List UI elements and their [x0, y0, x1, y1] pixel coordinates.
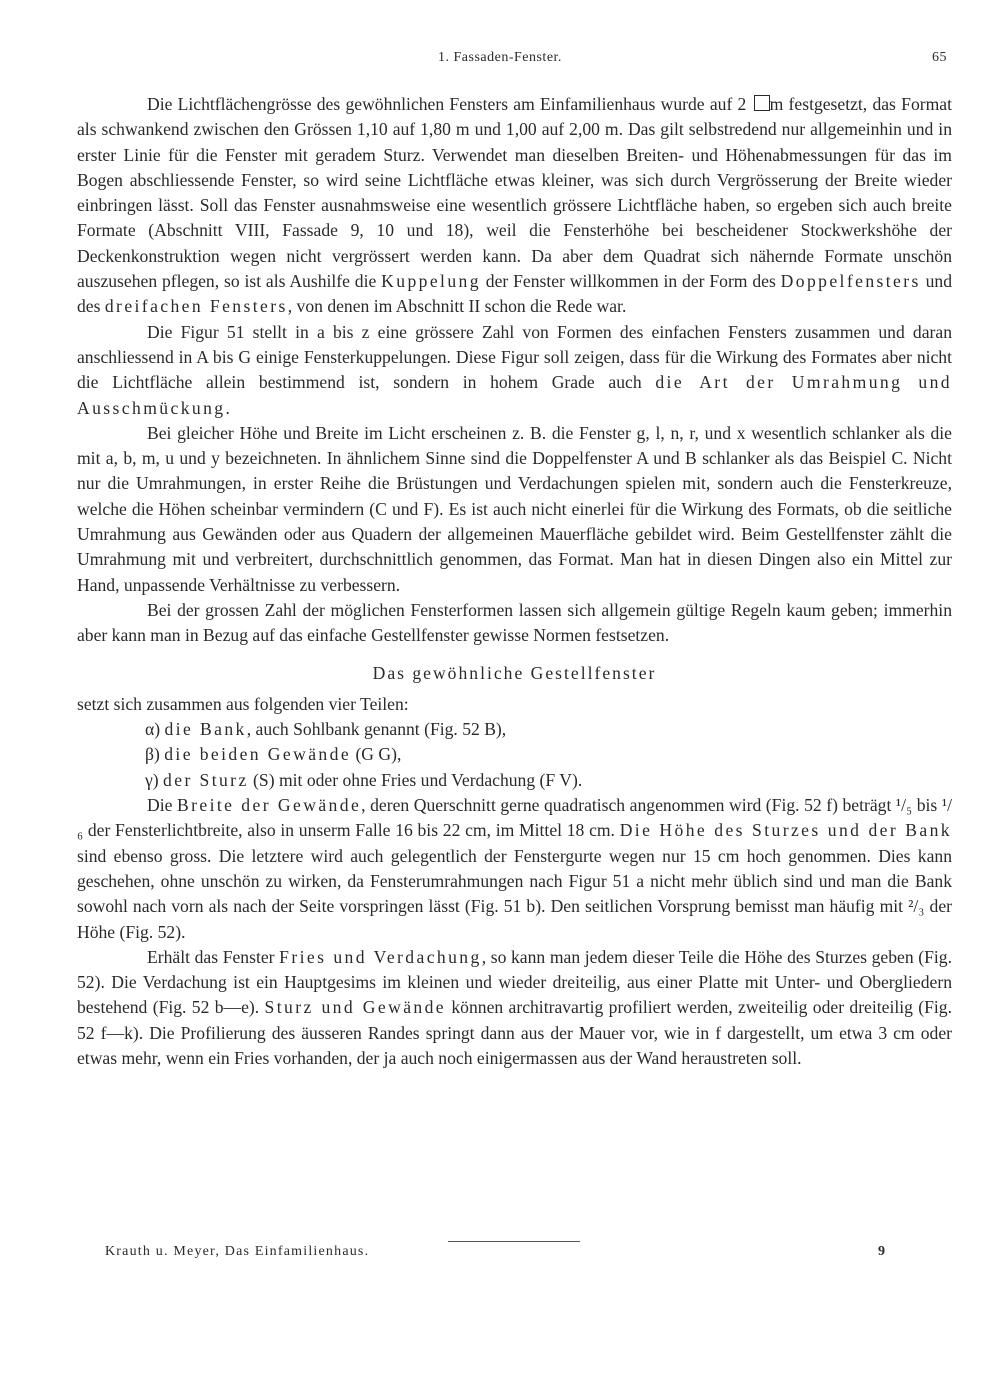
p6-part-b: , deren Querschnitt gerne quadratisch angenommen wird (Fig. 52 f) beträgt ¹/₅ bis ¹/₆ der Fensterlichtbreite, also in unserm Falle 16 bis 22 cm, im Mittel 18 cm.: [77, 795, 952, 841]
page-number: 65: [932, 50, 947, 65]
p1-kuppelung: Kuppelung: [381, 271, 481, 292]
p1-part-d: und des: [77, 271, 953, 317]
p6-hoehe: Die Höhe des Sturzes und der Bank: [619, 820, 952, 841]
p7-part-a: Erhält das Fenster: [147, 946, 280, 967]
p1-part-b: m festgesetzt, das Format als schwankend zwischen den Grössen 1,10 auf 1,80 m und 1,00 auf 2,00 m. Das gilt selbstredend nur allgemeinhin und in erster Linie für die Fenster mit geradem Sturz. Verwendet man dieselben Breiten- und Höhenabmessungen für das im Bogen abschliessende Fenster, so wird seine Lichtfläche etwas kleiner, was sich durch Vergrösserung der Breite wieder einbringen lässt. Soll das Fenster ausnahmsweise eine wesentlich grössere Lichtfläche haben, so ergeben sich auch breite Formate (Abschnitt VIII, Fassade 9, 10 und 18), weil die Fensterhöhe bei bescheidener Stockwerkshöhe der Deckenkonstruktion wegen nicht vergrössert werden kann. Da aber dem Quadrat sich nähernde Formate unschön auszusehen pflegen, so ist als Aushilfe die: [77, 94, 952, 292]
p6-part-a: Die: [147, 795, 177, 816]
p1-part-a: Die Lichtflächengrösse des gewöhnlichen Fensters am Einfamilienhaus wurde auf 2: [147, 94, 752, 114]
running-title: 1. Fassaden-Fenster.: [438, 50, 562, 65]
p1-part-c: der Fenster willkommen in der Form des: [480, 271, 781, 292]
p7-part-b: , so kann man jedem dieser Teile die Höhe des Sturzes geben (Fig. 52). Die Verdachung ist ein Hauptgesims im kleinen und wieder dreiteilig, aus einer Platte mit Unter- und Obergliedern bestehend (Fig. 52 b—e).: [77, 946, 952, 1018]
list-term: der Sturz: [163, 769, 249, 790]
section-heading: Das gewöhnliche Gestellfenster: [372, 662, 657, 683]
list-item: [77, 768, 952, 793]
list-rest: (G G),: [351, 744, 402, 765]
p2-part-b: .: [225, 397, 230, 418]
list-marker: α): [145, 719, 161, 740]
list-rest: , auch Sohlbank genannt (Fig. 52 B),: [246, 719, 507, 740]
body-text: [77, 92, 952, 1071]
p2-art: die Art der Umrahmung und Ausschmückung: [77, 372, 952, 418]
square-meter-icon: [754, 95, 770, 111]
p7-sturz: Sturz und Gewände: [264, 997, 447, 1018]
p7-fries: Fries und Verdachung: [279, 946, 482, 967]
list-term: die beiden Gewände: [164, 744, 352, 765]
list-item: [77, 717, 952, 742]
list-rest: (S) mit oder ohne Fries und Verdachung (F V).: [248, 769, 583, 790]
paragraph-1: [77, 92, 952, 320]
paragraph-2: [77, 320, 952, 421]
footer-divider: [448, 1241, 580, 1242]
page-footer: [0, 1244, 1000, 1266]
p6-breite: Breite der Gewände: [176, 795, 362, 816]
p1-part-e: , von denen im Abschnitt II schon die Rede war.: [287, 296, 627, 317]
paragraph-6: [77, 793, 952, 945]
list-marker: γ): [145, 769, 159, 790]
list-term: die Bank: [164, 719, 247, 740]
paragraph-5: setzt sich zusammen aus folgenden vier Teilen:: [77, 693, 409, 714]
p1-doppelfenster: Doppelfensters: [780, 271, 921, 292]
list-marker: β): [145, 744, 160, 765]
p1-dreifach: dreifachen Fensters: [104, 296, 288, 317]
footer-citation: Krauth u. Meyer, Das Einfamilienhaus.: [105, 1244, 370, 1259]
p6-part-c: sind ebenso gross. Die letztere wird auch gelegentlich der Fenstergurte wegen nur 15 cm hoch genommen. Dies kann geschehen, ohne unschön zu wirken, da Fensterumrahmungen nach Figur 51 a nicht mehr üblich sind und man die Bank sowohl nach vorn als nach der Seite vorspringen lässt (Fig. 51 b). Den seitlichen Vorsprung bemisst man häufig mit ²/₃ der Höhe (Fig. 52).: [77, 845, 952, 942]
paragraph-3: Bei gleicher Höhe und Breite im Licht erscheinen z. B. die Fenster g, l, n, r, und x wesentlich schlanker als die mit a, b, m, u und y bezeichneten. In ähnlichem Sinne sind die Doppelfenster A und B schlanker als das Beispiel C. Nicht nur die Umrahmungen, in erster Reihe die Brüstungen und Verdachungen spielen mit, sondern auch die Fensterkreuze, welche die Höhen scheinbar vermindern (C und F). Es ist auch nicht einerlei für die Wirkung des Formats, ob die seitliche Umrahmung aus Gewänden oder aus Quadern der allgemeinen Mauerfläche gebildet wird. Beim Gestellfenster zählt die Umrahmung mit und verbreitert, durchschnittlich genommen, das Format. Man hat in diesen Dingen also ein Mittel zur Hand, unpassende Verhältnisse zu verbessern.: [77, 422, 952, 595]
p7-part-c: können architravartig profiliert werden, zweiteilig oder dreiteilig (Fig. 52 f—k). Die Profilierung des äusseren Randes springt dann aus der Mauer vor, wie in f dargestellt, um etwa 3 cm oder etwas mehr, wenn ein Fries vorhanden, der ja auch noch einigermassen aus der Wand heraustreten soll.: [77, 997, 952, 1068]
page-header: [0, 50, 1000, 72]
paragraph-4: Bei der grossen Zahl der möglichen Fensterformen lassen sich allgemein gültige Regeln kaum geben; immerhin aber kann man in Bezug auf das einfache Gestellfenster gewisse Normen festsetzen.: [77, 599, 952, 646]
list-item: [77, 742, 952, 767]
paragraph-7: [77, 945, 952, 1071]
p2-part-a: Die Figur 51 stellt in a bis z eine grössere Zahl von Formen des einfachen Fensters zusammen und daran anschliessend in A bis G einige Fensterkuppelungen. Diese Figur soll zeigen, dass für die Wirkung des Formates aber nicht die Lichtfläche allein bestimmend ist, sondern in hohem Grade auch: [77, 321, 952, 393]
signature-mark: 9: [878, 1244, 885, 1259]
